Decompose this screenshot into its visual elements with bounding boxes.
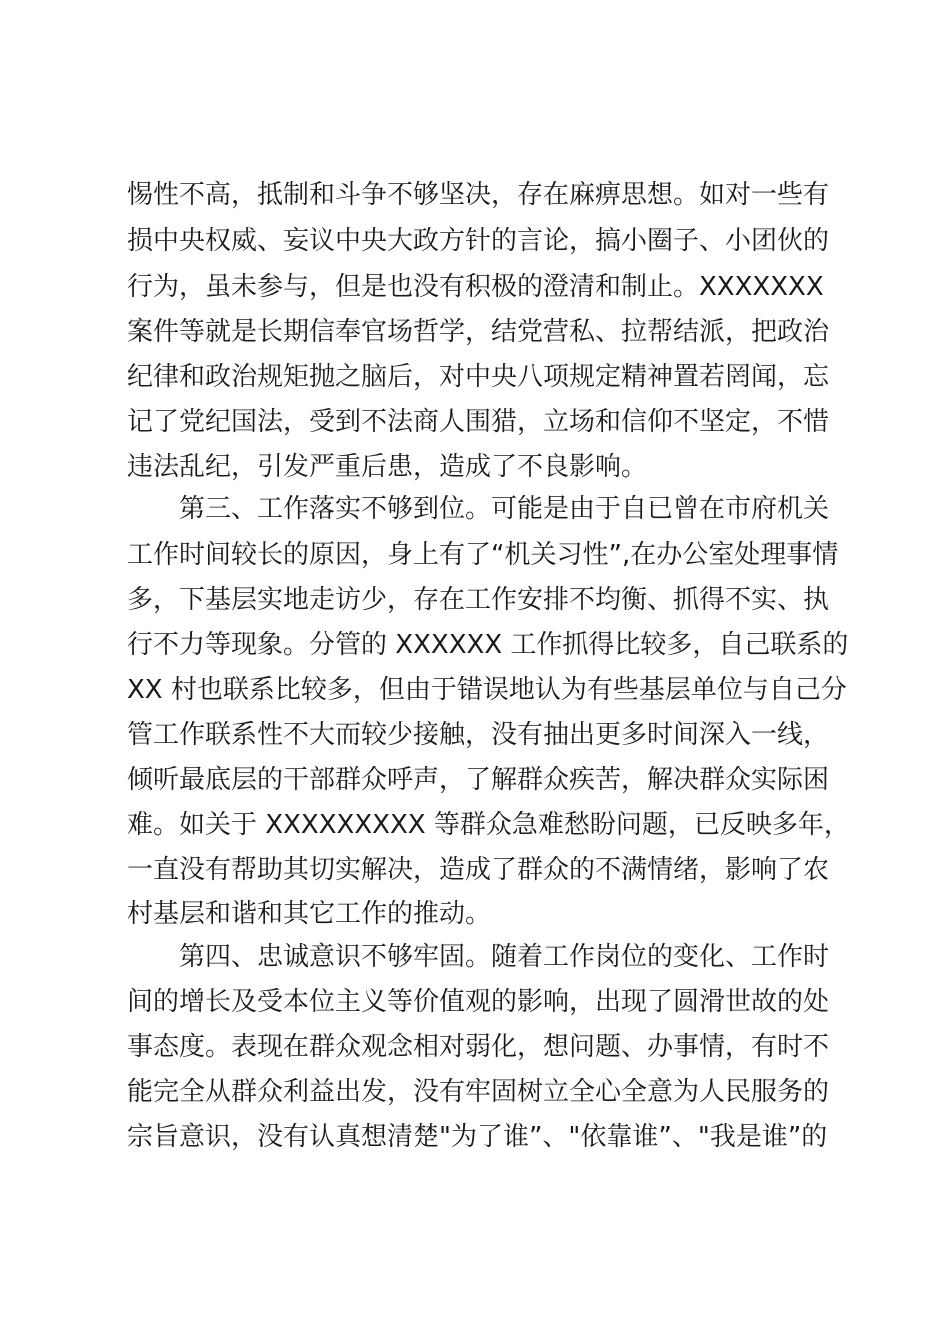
text-line: 倾听最底层的干部群众呼声，了解群众疾苦，解决群众实际困 [127, 765, 830, 795]
text-line: 违法乱纪，引发严重后患，造成了不良影响。 [127, 452, 648, 482]
text-line: 能完全从群众利益出发，没有牢固树立全心全意为人民服务的 [127, 1077, 830, 1107]
text-line: 惕性不高，抵制和斗争不够坚决，存在麻痹思想。如对一些有 [127, 180, 830, 210]
text-line: 工作时间较长的原因，身上有了“机关习性”,在办公室处理事情 [127, 540, 839, 570]
text-line: 损中央权威、妄议中央大政方针的言论，搞小圈子、小团伙的 [127, 226, 830, 256]
text-line: 管工作联系性不大而较少接触，没有抽出更多时间深入一线， [127, 720, 830, 750]
text-line: 村基层和谐和其它工作的推动。 [127, 899, 492, 929]
text-line: 纪律和政治规矩抛之脑后，对中央八项规定精神置若罔闻，忘 [127, 362, 830, 392]
text-line: 行不力等现象。分管的 XXXXXX 工作抓得比较多，自己联系的 [127, 630, 849, 660]
text-line: 行为，虽未参与，但是也没有积极的澄清和制止。XXXXXXX [127, 272, 824, 302]
paragraph-first-line: 第三、工作落实不够到位。可能是由于自已曾在市府机关 [179, 494, 830, 524]
text-line: 间的增长及受本位主义等价值观的影响，出现了圆滑世故的处 [127, 987, 830, 1017]
text-line: 案件等就是长期信奉官场哲学，结党营私、拉帮结派，把政治 [127, 317, 830, 347]
text-line: 记了党纪国法，受到不法商人围猎，立场和信仰不坚定，不惜 [127, 407, 830, 437]
paragraph-first-line: 第四、忠诚意识不够牢固。随着工作岗位的变化、工作时 [179, 942, 830, 972]
text-line: 宗旨意识，没有认真想清楚"为了谁”、"依靠谁”、"我是谁”的 [127, 1122, 828, 1152]
text-line: 难。如关于 XXXXXXXXX 等群众急难愁盼问题，已反映多年， [127, 810, 850, 840]
text-line: 多，下基层实地走访少，存在工作安排不均衡、抓得不实、执 [127, 585, 830, 615]
text-line: 一直没有帮助其切实解决，造成了群众的不满情绪，影响了农 [127, 855, 830, 885]
text-line: XX 村也联系比较多，但由于错误地认为有些基层单位与自己分 [127, 675, 847, 705]
text-line: 事态度。表现在群众观念相对弱化，想问题、办事情，有时不 [127, 1032, 830, 1062]
